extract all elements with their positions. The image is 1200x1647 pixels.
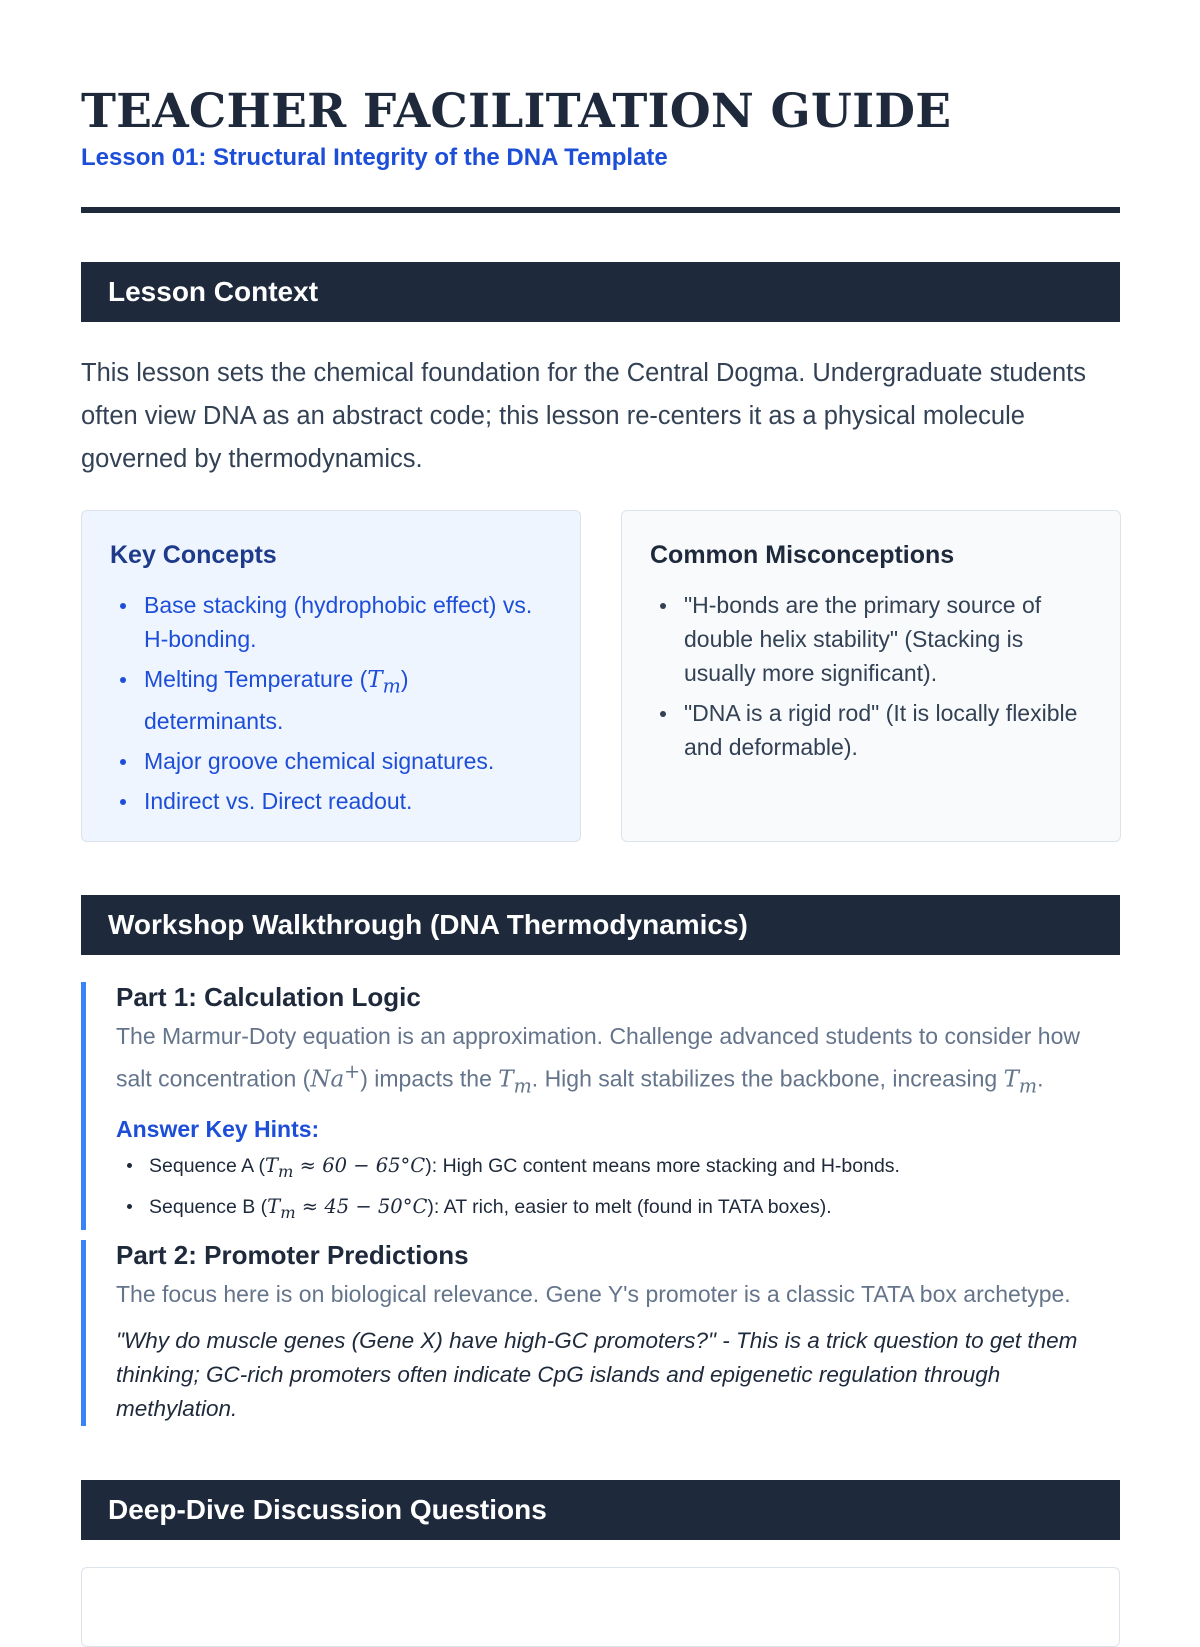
page-title: TEACHER FACILITATION GUIDE: [81, 84, 952, 139]
lesson-context-text: This lesson sets the chemical foundation for the Central Dogma. Undergraduate students often view DNA as an abstract code; this lesson re-centers it as a physical molecule governed by thermodynamics.: [81, 359, 1086, 473]
list-item: "DNA is a rigid rod" (It is locally flexible and deformable).: [650, 696, 1092, 764]
part2-text: The focus here is on biological relevance. Gene Y's promoter is a classic TATA box archetype.: [116, 1281, 1071, 1307]
section-header-lesson-context: Lesson Context: [81, 262, 1120, 322]
part1-title: Part 1: Calculation Logic: [116, 982, 421, 1012]
key-concepts-title: Key Concepts: [110, 541, 277, 569]
list-item: Sequence B $(T_m \approx 45 - 50^\circ C)$: AT rich, easier to melt (found in TATA boxes).: [116, 1189, 1120, 1230]
misconceptions-list: [650, 588, 1092, 764]
part1-text: The Marmur-Doty equation is an approximation. Challenge advanced students to consider how salt concentration (Na+) impacts the $T_m$. High salt stabilizes the backbone, increasing $T_m$.: [116, 1023, 1080, 1098]
key-concepts-card: [81, 510, 581, 842]
section-header-discussion: Deep-Dive Discussion Questions: [81, 1480, 1120, 1540]
section-header-workshop: Workshop Walkthrough (DNA Thermodynamics): [81, 895, 1120, 955]
discussion-card: [81, 1567, 1120, 1647]
list-item: "H-bonds are the primary source of double helix stability" (Stacking is usually more significant).: [650, 588, 1092, 690]
list-item: Indirect vs. Direct readout.: [110, 784, 552, 818]
part2-title: Part 2: Promoter Predictions: [116, 1240, 469, 1270]
title-divider: [81, 207, 1120, 213]
answer-key-hints-title: Answer Key Hints:: [116, 1116, 320, 1143]
list-item: Melting Temperature $(T_m)$ determinants.: [110, 662, 552, 738]
part2-quote: "Why do muscle genes (Gene X) have high-GC promoters?" - This is a trick question to get them thinking; GC-rich promoters often indicate CpG islands and epigenetic regulation through methylation.: [116, 1328, 1078, 1421]
list-item: Sequence A $(T_m \approx 60 - 65^\circ C)$: High GC content means more stacking and H-bonds.: [116, 1148, 1120, 1189]
lesson-subtitle: Lesson 01: Structural Integrity of the DNA Template: [81, 144, 668, 171]
misconceptions-title: Common Misconceptions: [650, 541, 955, 569]
misconceptions-card: [621, 510, 1121, 842]
answer-key-hints-list: [116, 1148, 1120, 1230]
key-concepts-list: [110, 588, 552, 818]
list-item: Major groove chemical signatures.: [110, 744, 552, 778]
part1-block: [81, 982, 1120, 1230]
list-item: Base stacking (hydrophobic effect) vs. H-bonding.: [110, 588, 552, 656]
part2-block: [81, 1240, 1120, 1426]
